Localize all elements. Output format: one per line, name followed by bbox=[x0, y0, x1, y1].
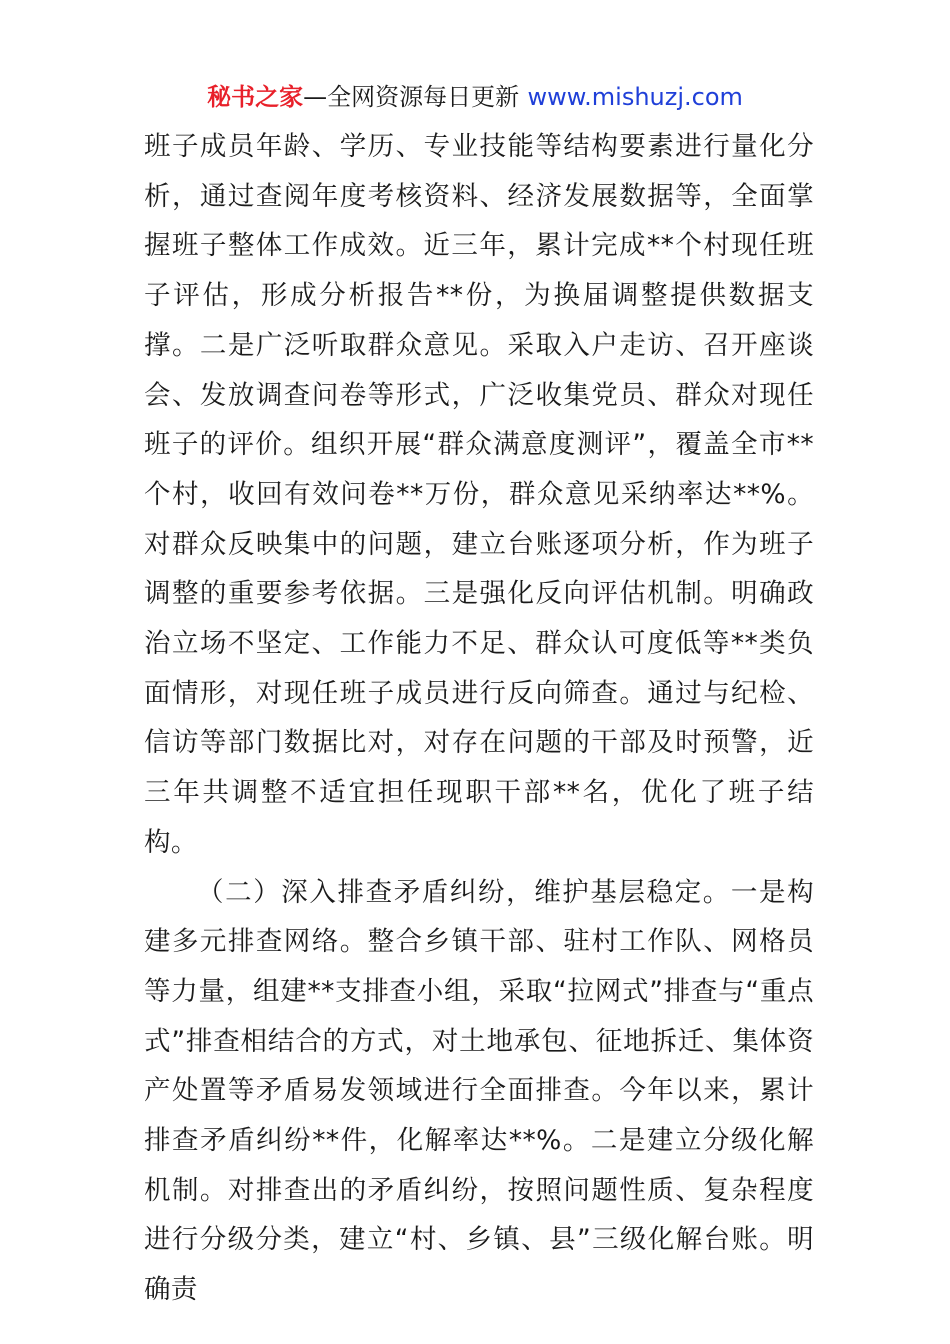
brand-name: 秘书之家 bbox=[207, 83, 304, 111]
paragraph-section-two: （二）深入排查矛盾纠纷，维护基层稳定。一是构建多元排查网络。整合乡镇干部、驻村工作队、网格员等力量，组建**支排查小组，采取“拉网式”排查与“重点式”排查相结合的方式，对土地承包、征地拆迁、集体资产处置等矛盾易发领域进行全面排查。今年以来，累计排查矛盾纠纷**件，化解率达**%。二是建立分级化解机制。对排查出的矛盾纠纷，按照问题性质、复杂程度进行分级分类，建立“村、乡镇、县”三级化解台账。明确责 bbox=[144, 876, 814, 1306]
header-slogan: —全网资源每日更新 bbox=[303, 83, 520, 111]
document-body bbox=[144, 122, 814, 1315]
site-url-link[interactable]: www.mishuzj.com bbox=[527, 83, 743, 111]
paragraph-continued: 班子成员年龄、学历、专业技能等结构要素进行量化分析，通过查阅年度考核资料、经济发展数据等，全面掌握班子整体工作成效。近三年，累计完成**个村现任班子评估，形成分析报告**份，为换届调整提供数据支撑。二是广泛听取群众意见。采取入户走访、召开座谈会、发放调查问卷等形式，广泛收集党员、群众对现任班子的评价。组织开展“群众满意度测评”，覆盖全市**个村，收回有效问卷**万份，群众意见采纳率达**%。对群众反映集中的问题，建立台账逐项分析，作为班子调整的重要参考依据。三是强化反向评估机制。明确政治立场不坚定、工作能力不足、群众认可度低等**类负面情形，对现任班子成员进行反向筛查。通过与纪检、信访等部门数据比对，对存在问题的干部及时预警，近三年共调整不适宜担任现职干部**名，优化了班子结构。 bbox=[144, 131, 814, 858]
site-header bbox=[0, 80, 950, 114]
